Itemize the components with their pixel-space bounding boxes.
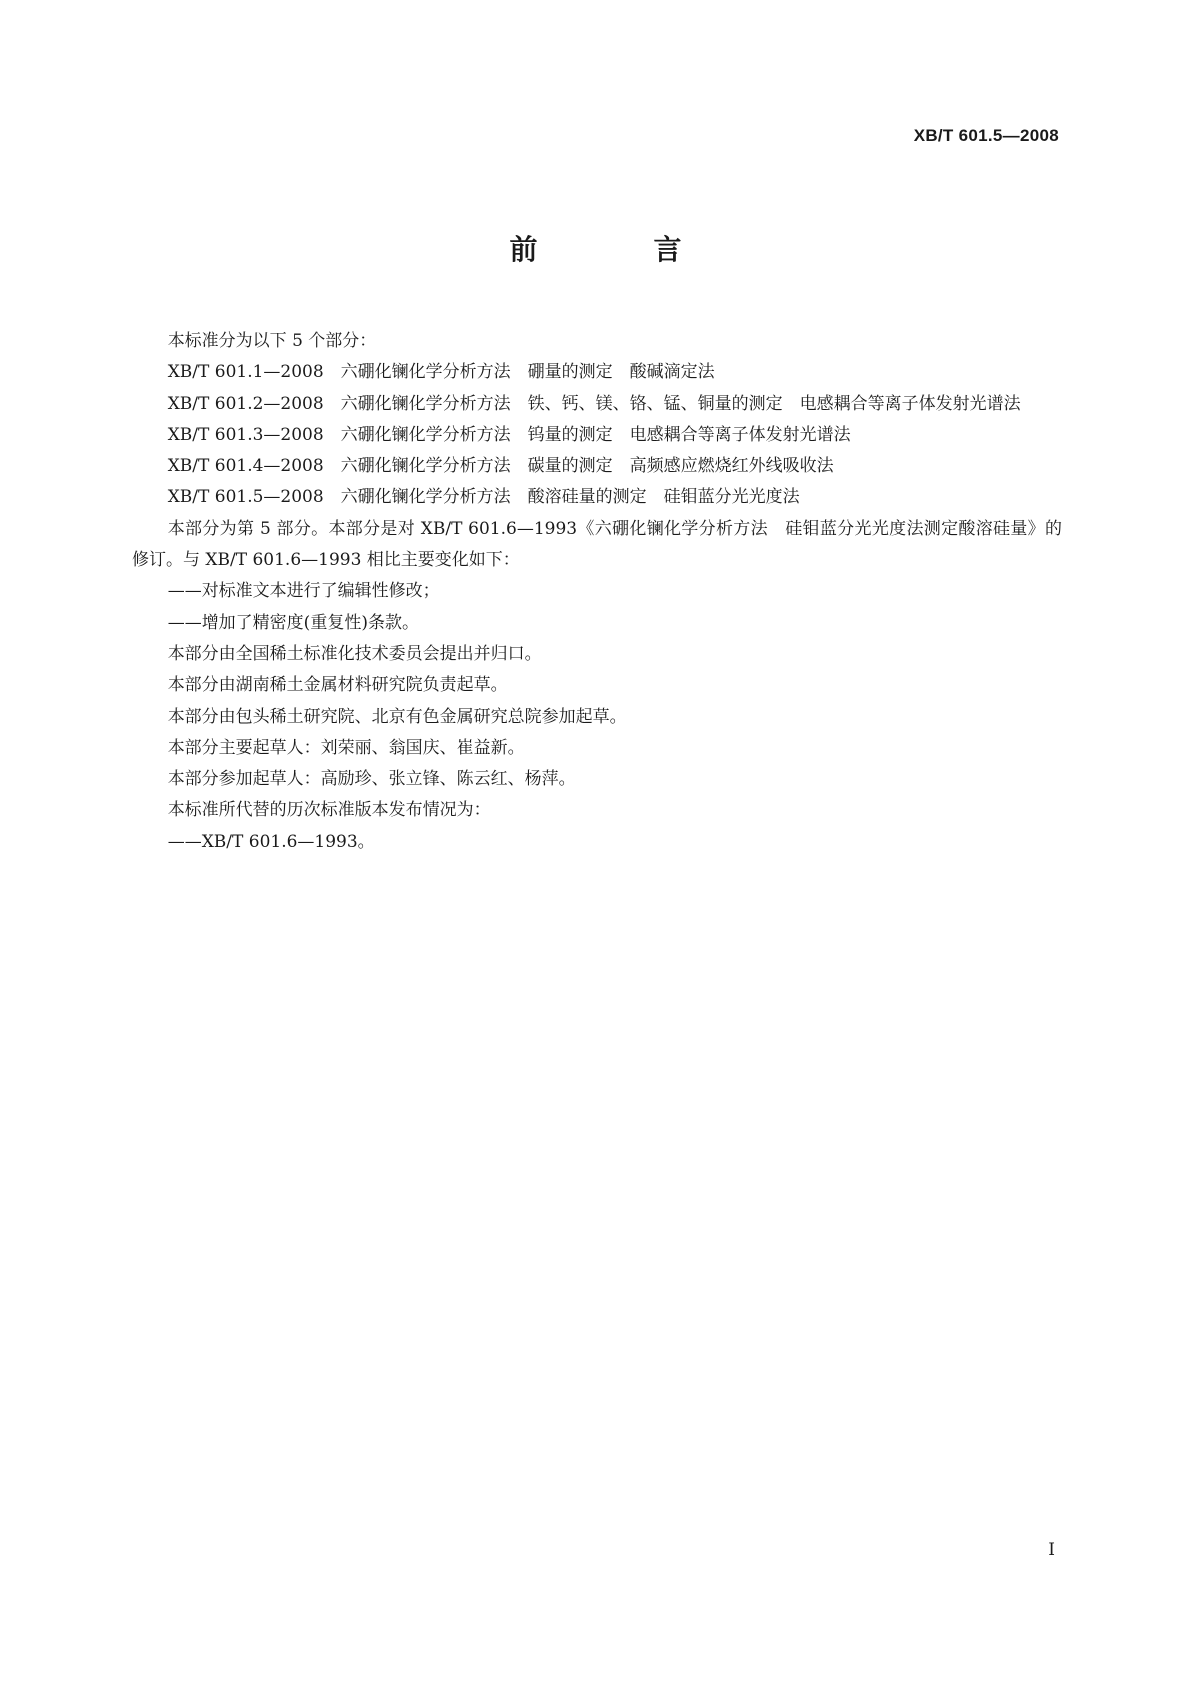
document-body [132,326,1062,858]
paragraph-proposer: 本部分由全国稀土标准化技术委员会提出并归口。 [167,643,542,664]
paragraph-main-drafters: 本部分主要起草人：刘荣丽、翁国庆、崔益新。 [167,737,525,758]
paragraph-part-3: XB/T 601.3—2008 六硼化镧化学分析方法 钨量的测定 电感耦合等离子体发射光谱法 [167,424,851,445]
paragraph-history: 本标准所代替的历次标准版本发布情况为： [167,800,491,821]
paragraph-intro: 本标准分为以下 5 个部分： [167,331,377,351]
paragraph-revision: 本部分为第 5 部分。本部分是对 XB/T 601.6—1993《六硼化镧化学分析方法 硅钼蓝分光光度法测定酸溶硅量》的修订。与 XB/T 601.6—1993 相比主要变化如下： [132,518,1062,571]
paragraph-change-2: ——增加了精密度(重复性)条款。 [167,612,419,633]
paragraph-part-5: XB/T 601.5—2008 六硼化镧化学分析方法 酸溶硅量的测定 硅钼蓝分光光度法 [167,487,800,508]
paragraph-drafter: 本部分由湖南稀土金属材料研究院负责起草。 [167,675,508,696]
page-number: I [1048,1540,1055,1560]
paragraph-part-2: XB/T 601.2—2008 六硼化镧化学分析方法 铁、钙、镁、铬、锰、铜量的测定 电感耦合等离子体发射光谱法 [167,393,1021,414]
paragraph-part-4: XB/T 601.4—2008 六硼化镧化学分析方法 碳量的测定 高频感应燃烧红外线吸收法 [167,456,834,477]
standard-code: XB/T 601.5—2008 [913,126,1059,145]
paragraph-change-1: ——对标准文本进行了编辑性修改； [167,581,440,602]
paragraph-other-drafters: 本部分参加起草人：高励珍、张立锋、陈云红、杨萍。 [167,769,576,790]
paragraph-part-1: XB/T 601.1—2008 六硼化镧化学分析方法 硼量的测定 酸碱滴定法 [167,362,715,383]
paragraph-participants: 本部分由包头稀土研究院、北京有色金属研究总院参加起草。 [167,706,627,727]
paragraph-history-item: ——XB/T 601.6—1993。 [167,831,375,852]
page-title: 前 言 [509,233,726,266]
